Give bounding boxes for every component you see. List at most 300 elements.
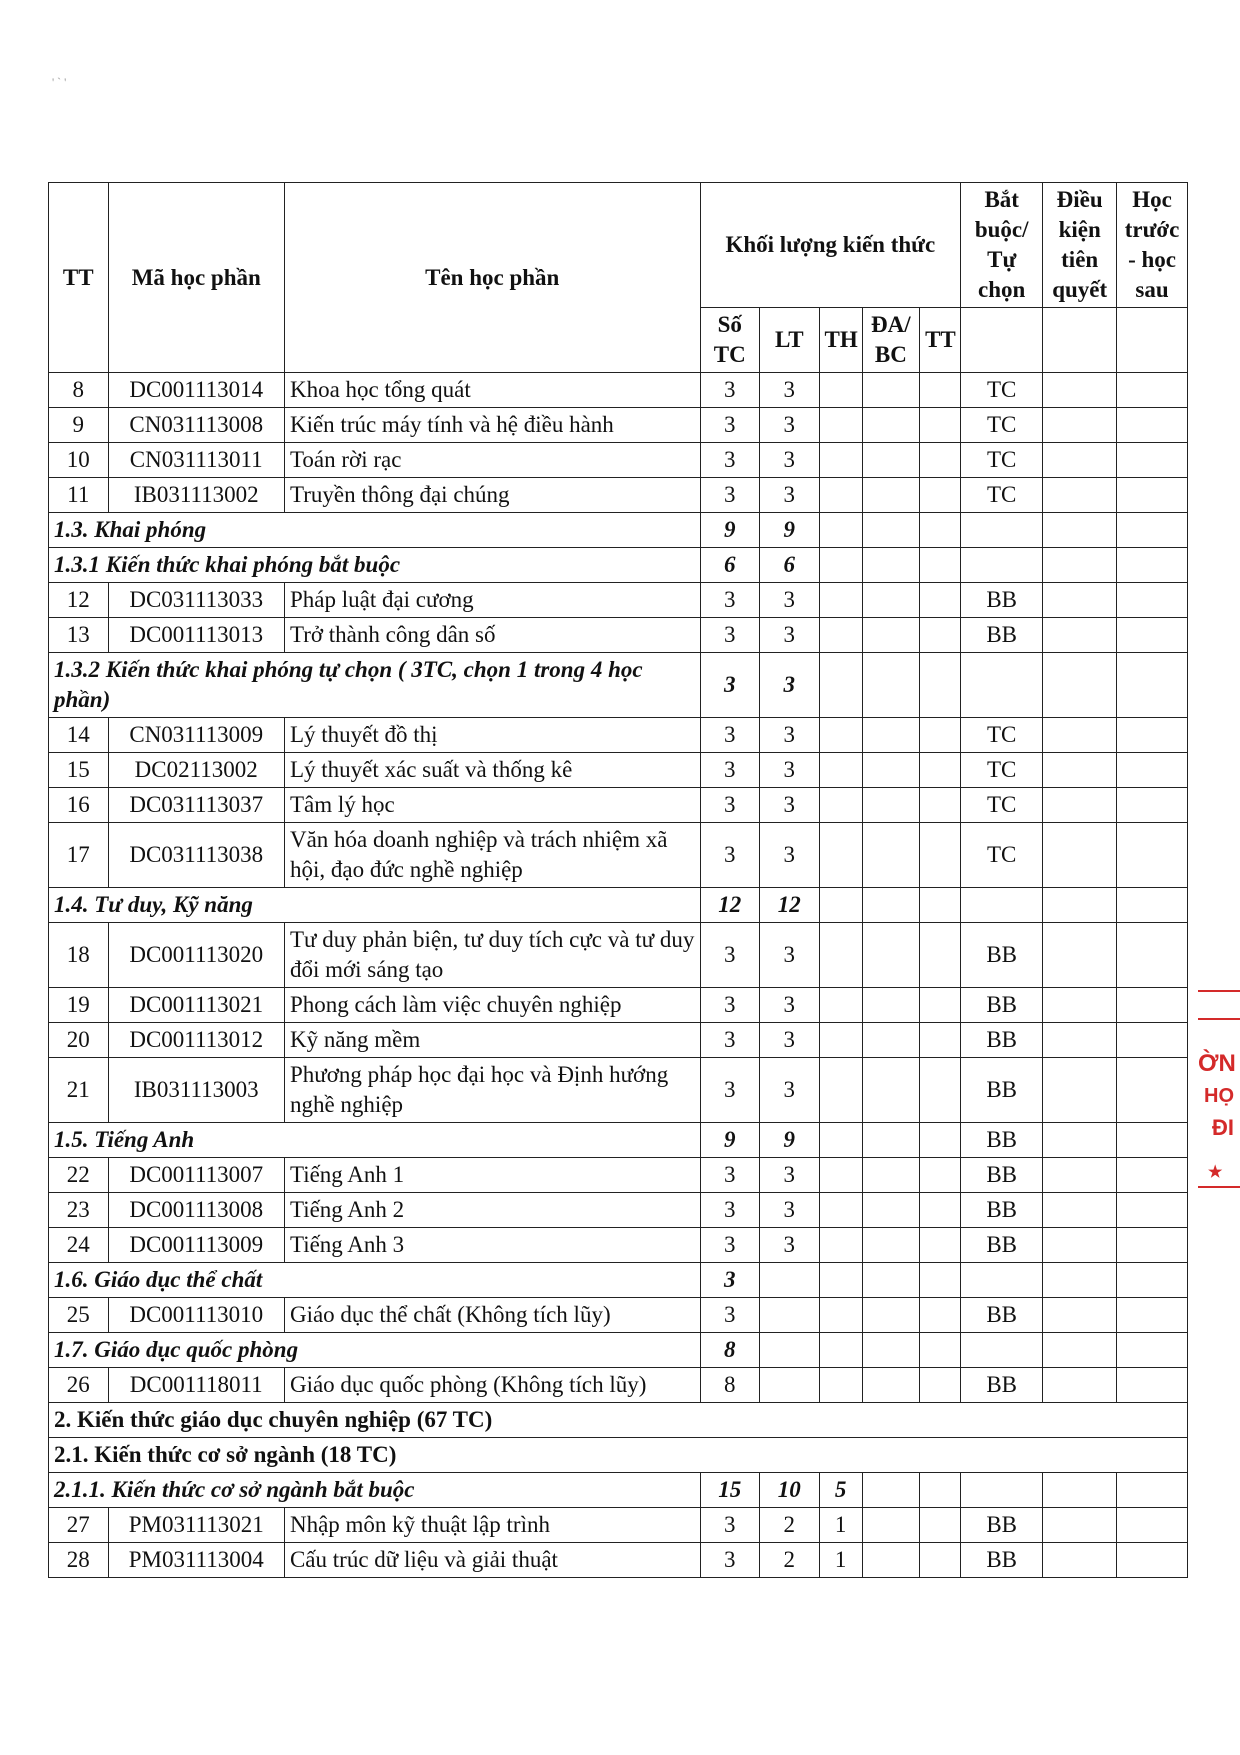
header-code: Mã học phần [108,183,284,373]
header-name: Tên học phần [284,183,700,373]
course-type: BB [961,1368,1043,1403]
prereq [1043,478,1117,513]
section-row [49,1473,1188,1508]
scan-mark: ' ` ' [52,75,67,89]
course-name: Toán rời rạc [284,443,700,478]
header-tt2: TT [920,308,961,373]
credits: 3 [700,583,760,618]
th-credits [819,1228,862,1263]
row-number: 20 [49,1023,109,1058]
course-type: TC [961,788,1043,823]
section-prereq [1043,1473,1117,1508]
lt-credits: 3 [760,718,820,753]
lt-credits: 3 [760,1023,820,1058]
course-name: Tiếng Anh 1 [284,1158,700,1193]
credits: 3 [700,1228,760,1263]
section-row [49,548,1188,583]
section-type [961,653,1043,718]
th-credits [819,718,862,753]
section-da [862,653,919,718]
table-row [49,923,1188,988]
credits: 3 [700,1158,760,1193]
course-name: Phong cách làm việc chuyên nghiệp [284,988,700,1023]
prereq [1043,408,1117,443]
section-prereq [1043,1333,1117,1368]
tt-credits [920,788,961,823]
stamp-text-2: HỌ [1204,1085,1234,1107]
course-code: PM031113004 [108,1543,284,1578]
course-type: BB [961,1543,1043,1578]
da-credits [862,1543,919,1578]
section-order [1117,653,1188,718]
red-stamp-fragment [1198,980,1240,1220]
da-credits [862,618,919,653]
credits: 8 [700,1368,760,1403]
order [1117,618,1188,653]
lt-credits: 3 [760,1158,820,1193]
section-lt [760,1333,820,1368]
course-type: BB [961,923,1043,988]
order [1117,788,1188,823]
tt-credits [920,478,961,513]
course-type: TC [961,408,1043,443]
section-row [49,888,1188,923]
prereq [1043,1543,1117,1578]
da-credits [862,583,919,618]
course-type: TC [961,753,1043,788]
table-row [49,823,1188,888]
tt-credits [920,988,961,1023]
credits: 3 [700,788,760,823]
section-prereq [1043,513,1117,548]
course-code: DC001113021 [108,988,284,1023]
order [1117,753,1188,788]
course-name: Lý thuyết đồ thị [284,718,700,753]
section-title: 1.6. Giáo dục thể chất [49,1263,701,1298]
course-type: BB [961,1508,1043,1543]
section-tt [920,1473,961,1508]
tt-credits [920,443,961,478]
order [1117,478,1188,513]
th-credits [819,1158,862,1193]
section-th [819,653,862,718]
row-number: 11 [49,478,109,513]
th-credits [819,583,862,618]
tt-credits [920,408,961,443]
section-da [862,1473,919,1508]
da-credits [862,1193,919,1228]
header-volume: Khối lượng kiến thức [700,183,961,308]
group-title: 2.1. Kiến thức cơ sở ngành (18 TC) [49,1438,1188,1473]
section-type [961,888,1043,923]
section-tt [920,1123,961,1158]
section-title: 2.1.1. Kiến thức cơ sở ngành bắt buộc [49,1473,701,1508]
order [1117,1058,1188,1123]
section-lt: 9 [760,1123,820,1158]
th-credits [819,1023,862,1058]
prereq [1043,823,1117,888]
row-number: 23 [49,1193,109,1228]
prereq [1043,1023,1117,1058]
da-credits [862,373,919,408]
tt-credits [920,1158,961,1193]
lt-credits: 3 [760,443,820,478]
section-tt [920,1333,961,1368]
section-title: 1.4. Tư duy, Kỹ năng [49,888,701,923]
prereq [1043,923,1117,988]
order [1117,1298,1188,1333]
th-credits [819,478,862,513]
credits: 3 [700,988,760,1023]
section-credits: 8 [700,1333,760,1368]
section-tt [920,1263,961,1298]
table-header [49,183,1188,373]
stamp-line [1198,1018,1240,1020]
lt-credits: 3 [760,788,820,823]
credits: 3 [700,718,760,753]
th-credits: 1 [819,1508,862,1543]
section-credits: 3 [700,653,760,718]
course-name: Tư duy phản biện, tư duy tích cực và tư duy đổi mới sáng tạo [284,923,700,988]
section-title: 1.3. Khai phóng [49,513,701,548]
order [1117,1228,1188,1263]
section-type [961,1263,1043,1298]
section-type [961,548,1043,583]
prereq [1043,1508,1117,1543]
course-type: BB [961,1228,1043,1263]
da-credits [862,923,919,988]
lt-credits: 3 [760,1058,820,1123]
order [1117,823,1188,888]
course-type: BB [961,1023,1043,1058]
course-name: Nhập môn kỹ thuật lập trình [284,1508,700,1543]
course-name: Kỹ năng mềm [284,1023,700,1058]
da-credits [862,1298,919,1333]
course-type: BB [961,1058,1043,1123]
table-row [49,1298,1188,1333]
header-prereq: Điều kiện tiên quyết [1043,183,1117,308]
course-code: DC031113033 [108,583,284,618]
lt-credits: 3 [760,753,820,788]
credits: 3 [700,443,760,478]
course-name: Trở thành công dân số [284,618,700,653]
course-name: Tiếng Anh 2 [284,1193,700,1228]
da-credits [862,443,919,478]
course-type: TC [961,823,1043,888]
row-number: 21 [49,1058,109,1123]
order [1117,923,1188,988]
course-name: Truyền thông đại chúng [284,478,700,513]
section-da [862,888,919,923]
order [1117,443,1188,478]
header-blank-3 [1117,308,1188,373]
section-prereq [1043,1263,1117,1298]
table-row [49,988,1188,1023]
order [1117,583,1188,618]
credits: 3 [700,373,760,408]
lt-credits: 3 [760,618,820,653]
course-name: Lý thuyết xác suất và thống kê [284,753,700,788]
tt-credits [920,373,961,408]
table-row [49,1368,1188,1403]
course-code: DC001113010 [108,1298,284,1333]
prereq [1043,1298,1117,1333]
course-name: Phương pháp học đại học và Định hướng nghề nghiệp [284,1058,700,1123]
da-credits [862,1228,919,1263]
section-order [1117,548,1188,583]
section-tt [920,513,961,548]
course-code: DC001113020 [108,923,284,988]
th-credits [819,753,862,788]
lt-credits: 3 [760,478,820,513]
section-type [961,1473,1043,1508]
section-order [1117,1333,1188,1368]
section-credits: 9 [700,513,760,548]
course-code: CN031113011 [108,443,284,478]
course-type: BB [961,988,1043,1023]
section-row [49,1263,1188,1298]
order [1117,408,1188,443]
credits: 3 [700,618,760,653]
course-code: DC001113014 [108,373,284,408]
stamp-text-1: ỜN [1198,1050,1236,1077]
th-credits [819,1298,862,1333]
course-type: TC [961,478,1043,513]
prereq [1043,988,1117,1023]
table-row [49,583,1188,618]
table-body [49,373,1188,1578]
table-row [49,788,1188,823]
section-prereq [1043,653,1117,718]
lt-credits: 3 [760,988,820,1023]
tt-credits [920,1193,961,1228]
course-name: Kiến trúc máy tính và hệ điều hành [284,408,700,443]
row-number: 10 [49,443,109,478]
course-name: Giáo dục quốc phòng (Không tích lũy) [284,1368,700,1403]
da-credits [862,718,919,753]
th-credits: 1 [819,1543,862,1578]
course-name: Khoa học tổng quát [284,373,700,408]
row-number: 26 [49,1368,109,1403]
section-row [49,1123,1188,1158]
course-name: Văn hóa doanh nghiệp và trách nhiệm xã hội, đạo đức nghề nghiệp [284,823,700,888]
section-da [862,513,919,548]
lt-credits: 3 [760,1228,820,1263]
course-code: IB031113003 [108,1058,284,1123]
order [1117,1193,1188,1228]
header-blank-1 [961,308,1043,373]
lt-credits: 3 [760,583,820,618]
row-number: 22 [49,1158,109,1193]
th-credits [819,373,862,408]
section-lt: 9 [760,513,820,548]
stamp-line [1198,1186,1240,1188]
tt-credits [920,1508,961,1543]
course-code: DC031113038 [108,823,284,888]
section-prereq [1043,888,1117,923]
row-number: 9 [49,408,109,443]
tt-credits [920,923,961,988]
da-credits [862,788,919,823]
section-type: BB [961,1123,1043,1158]
tt-credits [920,1298,961,1333]
course-name: Giáo dục thể chất (Không tích lũy) [284,1298,700,1333]
stamp-text-3: ĐI [1212,1115,1234,1140]
section-th [819,513,862,548]
course-type: BB [961,618,1043,653]
th-credits [819,823,862,888]
th-credits [819,443,862,478]
section-title: 1.3.2 Kiến thức khai phóng tự chọn ( 3TC, chọn 1 trong 4 học phần) [49,653,701,718]
header-blank-2 [1043,308,1117,373]
table-row [49,373,1188,408]
tt-credits [920,1023,961,1058]
section-da [862,548,919,583]
section-type [961,513,1043,548]
order [1117,1368,1188,1403]
group-row [49,1438,1188,1473]
th-credits [819,1058,862,1123]
section-order [1117,1473,1188,1508]
section-credits: 3 [700,1263,760,1298]
table-row [49,1228,1188,1263]
tt-credits [920,1543,961,1578]
lt-credits: 3 [760,373,820,408]
section-th [819,1263,862,1298]
star-icon: ★ [1208,1164,1223,1181]
header-required: Bắt buộc/ Tự chọn [961,183,1043,308]
course-code: DC031113037 [108,788,284,823]
section-da [862,1263,919,1298]
th-credits [819,923,862,988]
course-name: Tâm lý học [284,788,700,823]
table-row [49,718,1188,753]
tt-credits [920,753,961,788]
credits: 3 [700,753,760,788]
curriculum-page [48,182,1188,1578]
table-row [49,443,1188,478]
table-row [49,1508,1188,1543]
prereq [1043,1228,1117,1263]
da-credits [862,1508,919,1543]
lt-credits [760,1298,820,1333]
prereq [1043,1193,1117,1228]
th-credits [819,1193,862,1228]
order [1117,988,1188,1023]
section-title: 1.5. Tiếng Anh [49,1123,701,1158]
section-lt [760,1263,820,1298]
credits: 3 [700,1023,760,1058]
da-credits [862,753,919,788]
da-credits [862,408,919,443]
row-number: 17 [49,823,109,888]
course-type: BB [961,1298,1043,1333]
lt-credits: 3 [760,923,820,988]
tt-credits [920,1368,961,1403]
order [1117,1158,1188,1193]
tt-credits [920,823,961,888]
course-name: Cấu trúc dữ liệu và giải thuật [284,1543,700,1578]
order [1117,1508,1188,1543]
tt-credits [920,618,961,653]
section-tt [920,548,961,583]
table-row [49,1193,1188,1228]
section-title: 1.7. Giáo dục quốc phòng [49,1333,701,1368]
prereq [1043,618,1117,653]
table-row [49,1058,1188,1123]
prereq [1043,373,1117,408]
lt-credits: 3 [760,1193,820,1228]
prereq [1043,583,1117,618]
table-row [49,1543,1188,1578]
curriculum-table [48,182,1188,1578]
row-number: 28 [49,1543,109,1578]
section-type [961,1333,1043,1368]
da-credits [862,1158,919,1193]
prereq [1043,1368,1117,1403]
credits: 3 [700,1193,760,1228]
credits: 3 [700,1058,760,1123]
table-row [49,478,1188,513]
row-number: 18 [49,923,109,988]
section-th: 5 [819,1473,862,1508]
row-number: 16 [49,788,109,823]
row-number: 13 [49,618,109,653]
section-th [819,548,862,583]
header-da: ĐA/ BC [862,308,919,373]
course-type: BB [961,1193,1043,1228]
row-number: 19 [49,988,109,1023]
section-lt: 12 [760,888,820,923]
credits: 3 [700,1543,760,1578]
course-code: DC001113009 [108,1228,284,1263]
table-row [49,1158,1188,1193]
order [1117,1023,1188,1058]
prereq [1043,443,1117,478]
course-code: CN031113008 [108,408,284,443]
order [1117,718,1188,753]
section-credits: 6 [700,548,760,583]
lt-credits: 3 [760,823,820,888]
credits: 3 [700,923,760,988]
order [1117,1543,1188,1578]
prereq [1043,788,1117,823]
da-credits [862,478,919,513]
tt-credits [920,718,961,753]
section-credits: 9 [700,1123,760,1158]
group-title: 2. Kiến thức giáo dục chuyên nghiệp (67 TC) [49,1403,1188,1438]
course-code: DC001118011 [108,1368,284,1403]
row-number: 25 [49,1298,109,1333]
row-number: 27 [49,1508,109,1543]
section-order [1117,1263,1188,1298]
header-tt: TT [49,183,109,373]
course-type: TC [961,718,1043,753]
row-number: 24 [49,1228,109,1263]
th-credits [819,988,862,1023]
course-code: IB031113002 [108,478,284,513]
th-credits [819,788,862,823]
header-th: TH [819,308,862,373]
section-lt: 6 [760,548,820,583]
section-order [1117,513,1188,548]
row-number: 15 [49,753,109,788]
section-lt: 3 [760,653,820,718]
section-row [49,653,1188,718]
course-type: TC [961,373,1043,408]
course-type: BB [961,583,1043,618]
table-row [49,753,1188,788]
